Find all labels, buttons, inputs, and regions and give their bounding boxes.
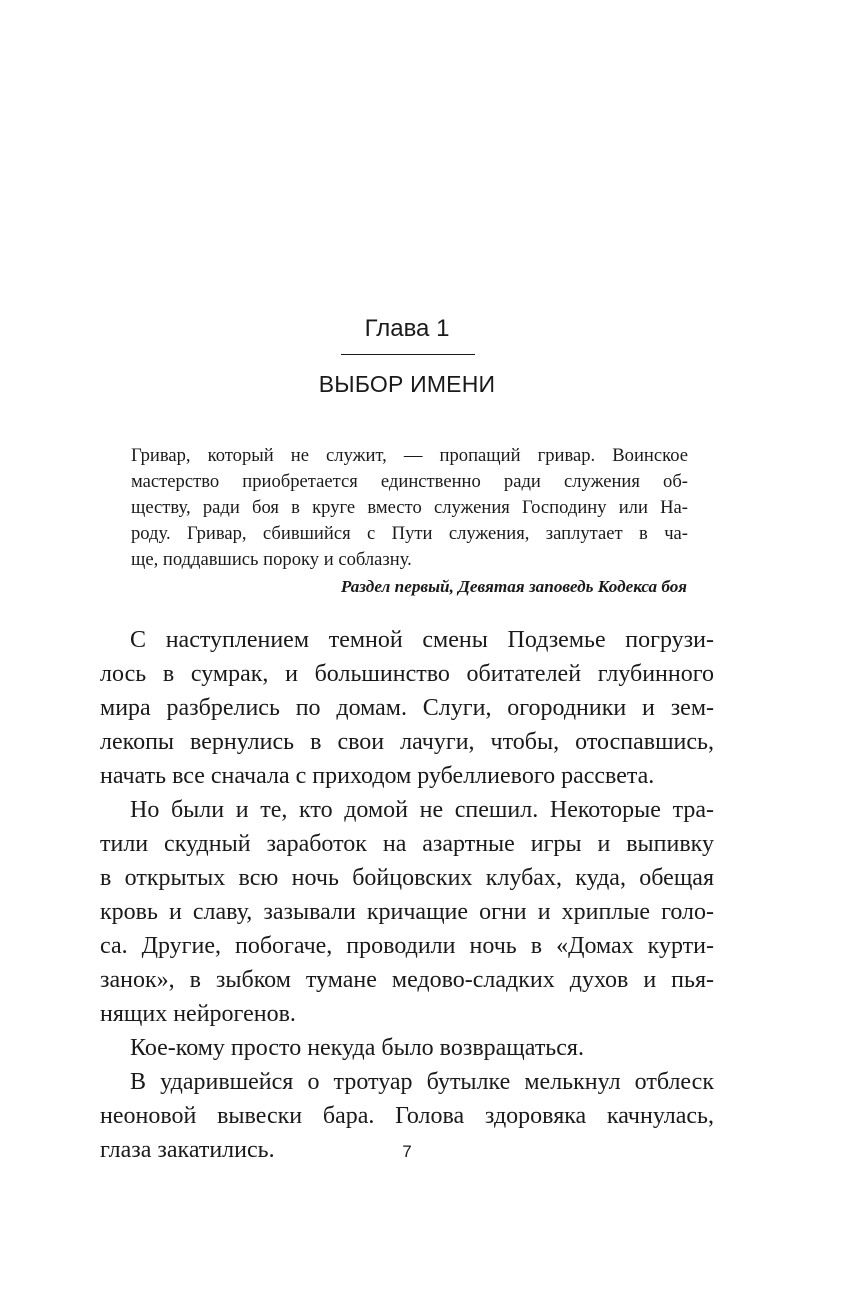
epigraph-line: мастерство приобретается единственно ради служения об- xyxy=(131,471,688,492)
body-line: тили скудный заработок на азартные игры и выпивку xyxy=(100,831,714,857)
epigraph-line: ще, поддавшись пороку и соблазну. xyxy=(131,549,412,570)
chapter-title: ВЫБОР ИМЕНИ xyxy=(318,371,496,397)
chapter-divider xyxy=(341,354,475,355)
page-number: 7 xyxy=(402,1142,412,1161)
body-line: начать все сначала с приходом рубеллиевого рассвета. xyxy=(100,763,655,789)
body-line: кровь и славу, зазывали кричащие огни и хриплые голо- xyxy=(100,899,714,925)
epigraph-line: Гривар, который не служит, — пропащий гривар. Воинское xyxy=(131,445,688,466)
body-line: В ударившейся о тротуар бутылке мелькнул отблеск xyxy=(130,1069,714,1095)
body-line: в открытых всю ночь бойцовских клубах, куда, обещая xyxy=(100,865,714,891)
chapter-number: Глава 1 xyxy=(364,315,450,342)
body-text xyxy=(100,623,714,1167)
body-line: лось в сумрак, и большинство обитателей глубинного xyxy=(100,661,714,687)
body-line: занок», в зыбком тумане медово-сладких духов и пья- xyxy=(100,967,714,993)
body-line: мира разбрелись по домам. Слуги, огородники и зем- xyxy=(100,695,714,721)
body-line: са. Другие, побогаче, проводили ночь в «Домах курти- xyxy=(100,933,714,959)
body-line: С наступлением темной смены Подземье погрузи- xyxy=(130,627,714,653)
epigraph-line: роду. Гривар, сбившийся с Пути служения, заплутает в ча- xyxy=(131,523,688,544)
epigraph-source: Раздел первый, Девятая заповедь Кодекса боя xyxy=(340,577,687,596)
epigraph-line: ществу, ради боя в круге вместо служения Господину или На- xyxy=(131,497,688,518)
epigraph xyxy=(131,443,688,573)
body-line: неоновой вывески бара. Голова здоровяка качнулась, xyxy=(100,1103,714,1129)
body-line: лекопы вернулись в свои лачуги, чтобы, отоспавшись, xyxy=(100,729,714,755)
body-line: Кое-кому просто некуда было возвращаться. xyxy=(130,1035,584,1061)
body-line: нящих нейрогенов. xyxy=(100,1001,296,1027)
body-line: Но были и те, кто домой не спешил. Некоторые тра- xyxy=(130,797,714,823)
body-line: глаза закатились. xyxy=(100,1137,275,1163)
